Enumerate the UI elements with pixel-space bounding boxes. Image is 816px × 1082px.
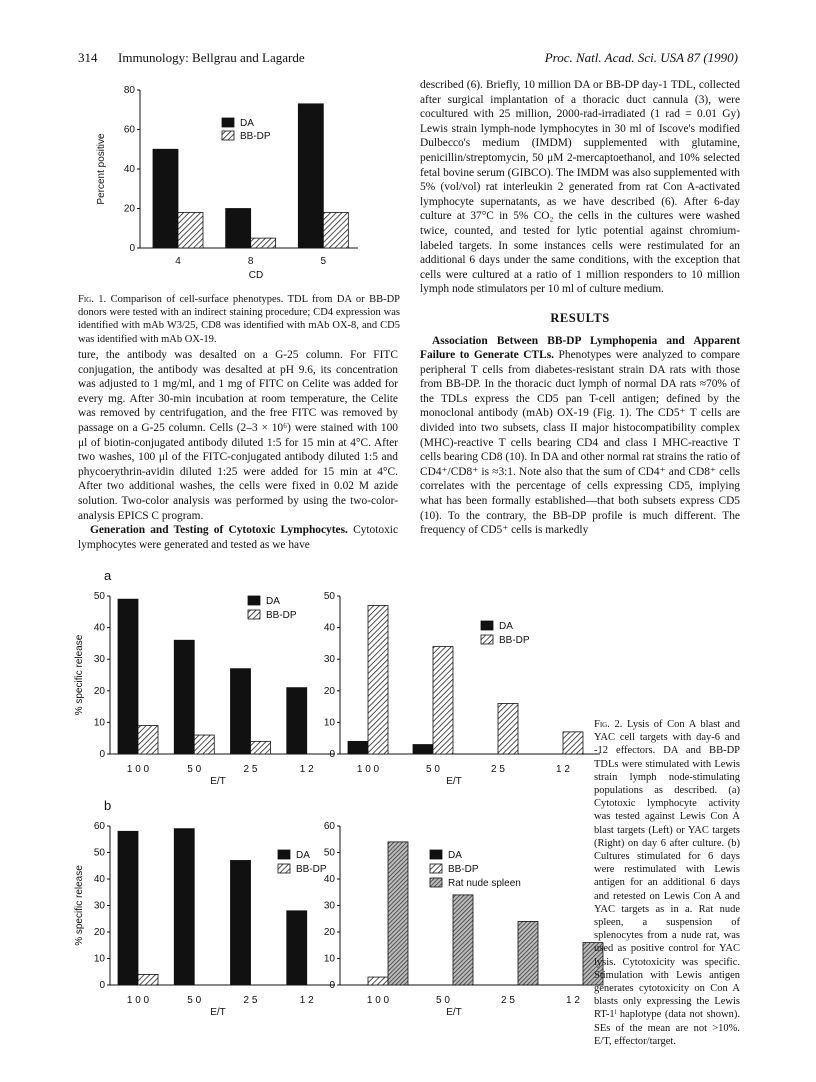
y-tick-label: 60 — [323, 821, 335, 832]
x-tick-label: 2 5 — [243, 995, 258, 1006]
y-tick-label: 20 — [123, 203, 135, 215]
x-tick-label: 1 2 — [299, 764, 314, 775]
y-tick-label: 80 — [123, 85, 135, 96]
bar-bb-dp-2 — [323, 212, 348, 248]
y-tick-label: 20 — [323, 685, 335, 697]
y-tick-label: 20 — [93, 927, 105, 938]
bar-bb-dp-1 — [194, 735, 214, 754]
y-tick-label: 10 — [93, 953, 105, 965]
y-axis-label: % specific release — [74, 634, 85, 716]
legend-label: BB-DP — [296, 864, 327, 875]
legend-swatch — [481, 635, 493, 644]
left-paragraph-1: ture, the antibody was desalted on a G-25 column. For FITC conjugation, the antibody was desalted at pH 9.6, its concentration was adjusted to 1 mg/ml, and 1 mg of FITC on Celite was added for every mg. After 30-min incubation at room temperature, the Celite was removed by centrifugation, and the free FITC was removed by passage on a G-25 column. Cells (2–3 × 10⁶) were stained with 100 μl of biotin-conjugated antibody diluted 1:5 for 15 min at 4°C. After two washes, 100 μl of the FITC-conjugated antibody diluted 1:5 and phycoerythrin-avidin diluted 1:25 were added for 15 min at 4°C. After two additional washes, the cells were fixed in 0.02 M azide solution. Two-color analysis was performed by using the two-color-analysis EPICS C program. — [78, 349, 398, 522]
legend-swatch — [248, 610, 260, 619]
x-tick-label: 1 0 0 — [126, 995, 150, 1006]
bar-bb-dp-0 — [368, 977, 388, 985]
x-tick-label: 5 0 — [187, 764, 202, 775]
y-tick-label: 0 — [329, 980, 335, 991]
x-tick-label: 5 0 — [187, 995, 202, 1006]
x-tick-label: 8 — [247, 256, 254, 267]
bar-rat-nude-spleen-1 — [453, 895, 473, 985]
y-tick-label: 0 — [129, 243, 135, 254]
x-tick-label: 1 2 — [299, 995, 314, 1006]
fig2-panel-a-label: a — [104, 568, 112, 583]
x-axis-label: E/T — [446, 776, 462, 787]
x-tick-label: 2 5 — [501, 995, 515, 1006]
bar-bb-dp-0 — [178, 212, 203, 248]
y-tick-label: 40 — [93, 622, 105, 634]
legend-swatch — [278, 864, 290, 873]
bar-da-0 — [348, 741, 368, 754]
legend-label: DA — [296, 850, 310, 861]
bar-da-2 — [231, 669, 251, 754]
y-tick-label: 60 — [93, 821, 105, 832]
bar-bb-dp-2 — [251, 741, 271, 754]
legend-label: DA — [240, 118, 254, 129]
y-axis-label: % specific release — [74, 865, 85, 946]
y-tick-label: 40 — [93, 874, 105, 885]
right-paragraph-1: described (6). Briefly, 10 million DA or BB-DP day-1 TDL, collected after surgical implantation of a thoracic duct cannula (3), were cocultured with 25 million, 2000-rad-irradiated (1 rad = 0.01 Gy) Lewis strain lymph-node lymphocytes in 30 ml of Iscove's modified Dulbecco's medium (IMDM) supplemented with glutamine, penicillin/streptomycin, 50 μM 2-mercaptoethanol, and 10% selected fetal bovine serum (GIBCO). The IMDM was also supplemented with 5% (vol/vol) rat interleukin 2 generated from rat Con A-activated lymphocyte supernatants, as we have described (6). After 6-day culture at 37°C in 5% CO₂ the cells in the cultures were washed twice, counted, and tested for lytic potential against chromium-labeled targets. In some instances cells were restimulated for an additional 6 days under the same conditions, with the exception that cells were cultured at a ratio of 1 million responders to 10 million lymph node stimulators per 10 ml of culture medium. — [420, 79, 740, 296]
bar-da-1 — [413, 745, 433, 754]
x-tick-label: 1 0 0 — [356, 764, 380, 775]
results-heading: RESULTS — [550, 310, 610, 325]
y-tick-label: 50 — [93, 847, 105, 859]
legend-label: BB-DP — [240, 131, 271, 142]
y-tick-label: 10 — [93, 717, 105, 729]
y-tick-label: 60 — [123, 124, 135, 136]
x-axis-label: CD — [248, 270, 264, 281]
y-axis-label: Percent positive — [96, 133, 107, 205]
bar-da-2 — [231, 860, 251, 985]
x-tick-label: 1 0 0 — [126, 764, 150, 775]
fig1-caption-text: Comparison of cell-surface phenotypes. TDL from DA or BB-DP donors were tested with an indirect staining procedure; CD4 expression was identified with mAb W3/25, CD8 was identified with mAb OX-8, and CD5 was identified with mAb OX-19. — [78, 294, 400, 345]
page-number: 314 — [78, 50, 98, 65]
bar-da-1 — [174, 829, 194, 985]
y-tick-label: 30 — [93, 654, 105, 666]
x-axis-label: E/T — [210, 776, 226, 787]
bar-bb-dp-0 — [368, 605, 388, 754]
legend-label: Rat nude spleen — [448, 878, 521, 889]
y-tick-label: 0 — [329, 749, 335, 760]
bar-da-0 — [118, 599, 138, 754]
bar-da-2 — [298, 104, 323, 248]
x-axis-label: E/T — [446, 1007, 462, 1018]
legend-swatch — [430, 864, 442, 873]
y-tick-label: 30 — [323, 900, 335, 912]
x-tick-label: 5 0 — [436, 995, 450, 1006]
running-title: Immunology: Bellgrau and Lagarde — [118, 50, 305, 65]
bar-bb-dp-1 — [251, 238, 276, 248]
legend-label: BB-DP — [266, 610, 297, 621]
fig2-caption — [594, 718, 740, 1048]
legend-label: BB-DP — [499, 635, 530, 646]
x-tick-label: 1 2 — [556, 764, 570, 775]
right-column-text — [420, 78, 740, 538]
fig2-panel-b-label: b — [104, 798, 112, 813]
left-paragraph-2 — [78, 523, 398, 552]
left-paragraph-2-text: Cytotoxic lymphocytes were generated and tested as we have — [78, 524, 399, 551]
running-header — [78, 50, 738, 68]
y-tick-label: 50 — [323, 591, 335, 602]
legend-label: DA — [499, 621, 513, 632]
legend-swatch — [481, 621, 493, 630]
y-tick-label: 50 — [323, 847, 335, 859]
x-tick-label: 4 — [175, 256, 181, 267]
bar-da-3 — [287, 688, 307, 754]
legend-swatch — [222, 131, 234, 140]
legend-swatch — [222, 118, 234, 127]
legend-swatch — [430, 850, 442, 859]
y-tick-label: 20 — [323, 927, 335, 938]
legend-label: BB-DP — [448, 864, 479, 875]
bar-da-3 — [287, 911, 307, 985]
legend-label: DA — [266, 596, 280, 607]
fig1-caption — [78, 293, 400, 346]
x-tick-label: 5 — [320, 256, 327, 267]
fig1-caption-label: Fig. 1. — [78, 294, 107, 305]
section-heading-cytotoxic: Generation and Testing of Cytotoxic Lymphocytes. — [90, 524, 348, 537]
y-tick-label: 10 — [323, 953, 335, 965]
y-tick-label: 30 — [323, 654, 335, 666]
legend-swatch — [248, 596, 260, 605]
right-paragraph-2 — [420, 334, 740, 538]
y-tick-label: 40 — [123, 164, 135, 175]
fig2-caption-text: Lysis of Con A blast and YAC cell targets with day-6 and -12 effectors. DA and BB-DP TDLs were stimulated with Lewis strain lymph node-stimulating populations as described. (a) Cytotoxic lymphocyte activity was tested against Lewis Con A blast targets (Left) or YAC targets (Right) on day 6 after culture. (b) Cultures stimulated for 6 days were restimulated with Lewis antigen for an additional 6 days and retested on Lewis Con A and YAC targets as in a. Rat nude spleen, a suspension of splenocytes from a nude rat, was used as positive control for YAC lysis. Cytotoxicity was specific. Stimulation with Lewis antigen generates cytotoxicity on Con A blasts only expressing the Lewis RT-1ˡ haplotype (data not shown). SEs of the mean are not >10%. E/T, effector/target. — [594, 719, 740, 1047]
x-tick-label: 5 0 — [426, 764, 440, 775]
legend-swatch — [430, 878, 442, 887]
x-tick-label: 1 0 0 — [366, 995, 390, 1006]
bar-bb-dp-2 — [498, 703, 518, 754]
y-tick-label: 20 — [93, 685, 105, 697]
y-tick-label: 0 — [99, 749, 105, 760]
legend-label: DA — [448, 850, 462, 861]
y-tick-label: 0 — [99, 980, 105, 991]
bar-bb-dp-0 — [138, 974, 158, 985]
y-tick-label: 30 — [93, 900, 105, 912]
y-tick-label: 40 — [323, 622, 335, 634]
fig2-caption-label: Fig. 2. — [594, 719, 623, 730]
bar-da-1 — [226, 209, 251, 249]
fig1-chart — [78, 80, 398, 288]
left-column-text — [78, 348, 398, 552]
bar-da-1 — [174, 640, 194, 754]
y-tick-label: 40 — [323, 874, 335, 885]
bar-rat-nude-spleen-2 — [518, 921, 538, 985]
bar-rat-nude-spleen-0 — [388, 842, 408, 985]
x-axis-label: E/T — [210, 1007, 226, 1018]
x-tick-label: 2 5 — [243, 764, 258, 775]
bar-bb-dp-0 — [138, 726, 158, 754]
bar-da-0 — [118, 831, 138, 985]
journal-citation: Proc. Natl. Acad. Sci. USA 87 (1990) — [544, 50, 738, 65]
y-tick-label: 10 — [323, 717, 335, 729]
y-tick-label: 50 — [93, 591, 105, 602]
bar-da-0 — [153, 149, 178, 248]
section-heading-association: Association Between BB-DP Lymphopenia and Apparent Failure to Generate CTLs. — [420, 334, 740, 362]
legend-swatch — [278, 850, 290, 859]
x-tick-label: 1 2 — [566, 995, 580, 1006]
right-paragraph-2-text: Phenotypes were analyzed to compare peripheral T cells from diabetes-resistant strain DA rats with those from BB-DP. In the thoracic duct lymph of normal DA rats ≈70% of the TDLs express the CD5 pan T-cell antigen; defined by the monoclonal antibody (mAb) OX-19 (Fig. 1). The CD5⁺ T cells are divided into two subsets, class II major histocompatibility complex (MHC)-reactive T cells bearing CD4 and class I MHC-reactive T cells bearing CD8 (10). In DA and other normal rat strains the ratio of CD4⁺/CD8⁺ is ≈3:1. Note also that the sum of CD4⁺ and CD8⁺ cells correlates with the percentage of cells expressing CD5, implying what has been formally established—that both subsets express CD5 (10). To the contrary, the BB-DP profile is much different. The frequency of CD5⁺ cells is markedly — [420, 349, 740, 537]
bar-bb-dp-1 — [433, 647, 453, 754]
x-tick-label: 2 5 — [491, 764, 505, 775]
bar-bb-dp-3 — [563, 732, 583, 754]
